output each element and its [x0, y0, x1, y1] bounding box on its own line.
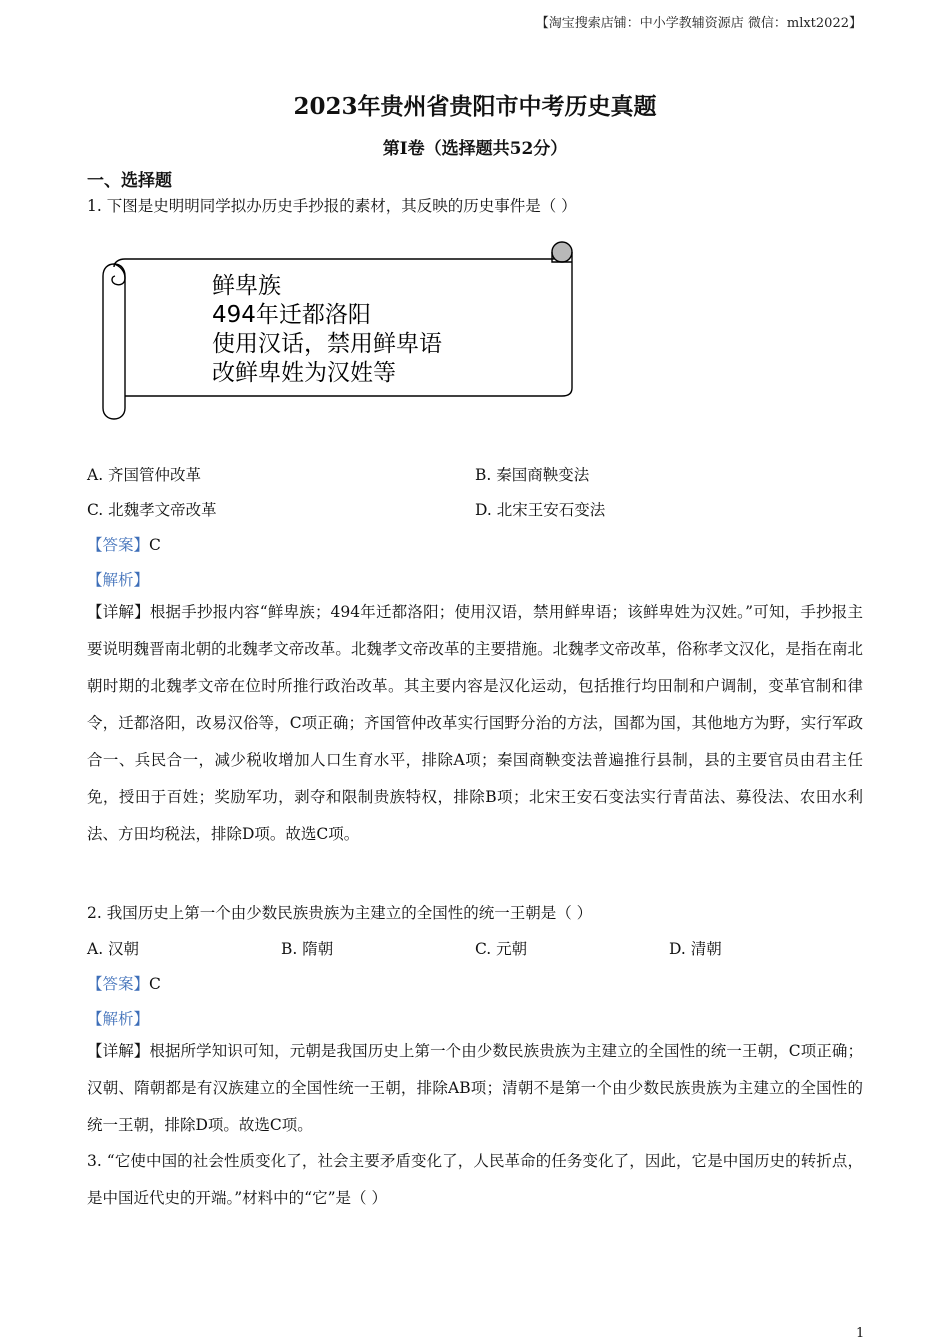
scroll-line: 494年迁都洛阳: [212, 302, 371, 328]
detail-tag: 【详解】: [87, 1042, 150, 1060]
detail-text: 根据所学知识可知，元朝是我国历史上第一个由少数民族贵族为主建立的全国性的统一王朝，C项正确；汉朝、隋朝都是有汉族建立的全国性统一王朝，排除AB项；清朝不是第一个由少数民族贵族为主建立的全国性的统一王朝，排除D项。故选C项。: [87, 1042, 863, 1134]
q1-option-a[interactable]: A. 齐国管仲改革: [87, 466, 202, 484]
scroll-line: 使用汉话，禁用鲜卑语: [212, 331, 442, 357]
q1-detail: [87, 594, 863, 853]
q2-analysis-tag: 【解析】: [87, 1010, 150, 1028]
q1-analysis-tag: 【解析】: [87, 571, 150, 589]
page-subtitle: 第Ⅰ卷（选择题共52分）: [382, 139, 568, 159]
answer-value: C: [149, 536, 161, 554]
q1-option-c[interactable]: C. 北魏孝文帝改革: [87, 501, 217, 519]
answer-tag: 【答案】: [87, 975, 150, 993]
answer-value: C: [149, 975, 161, 993]
answer-tag: 【答案】: [87, 536, 150, 554]
scroll-text: [212, 272, 442, 388]
q3-stem: 3. “它使中国的社会性质变化了，社会主要矛盾变化了，人民革命的任务变化了，因此，它是中国历史的转折点，是中国近代史的开端。”材料中的“它”是（ ）: [87, 1152, 863, 1207]
scroll-line: 鲜卑族: [212, 273, 281, 299]
q2-detail: [87, 1033, 863, 1144]
q2-option-d[interactable]: D. 清朝: [669, 940, 722, 958]
q2-answer: [87, 972, 161, 994]
q2-option-a[interactable]: A. 汉朝: [87, 940, 140, 958]
q2-option-b[interactable]: B. 隋朝: [281, 940, 334, 958]
q1-answer: [87, 533, 161, 555]
detail-text: 根据手抄报内容“鲜卑族；494年迁都洛阳；使用汉语，禁用鲜卑语；该鲜卑姓为汉姓。”可知，手抄报主要说明魏晋南北朝的北魏孝文帝改革。北魏孝文帝改革的主要措施。北魏孝文帝改革，俗称孝文汉化，是指在南北朝时期的北魏孝文帝在位时所推行政治改革。其主要内容是汉化运动，包括推行均田制和户调制，变革官制和律令，迁都洛阳，改易汉俗等，C项正确；齐国管仲改革实行国野分治的方法，国都为国，其他地方为野，实行军政合一、兵民合一，减少税收增加人口生育水平，排除A项；秦国商鞅变法普遍推行县制，县的主要官员由君主任免，授田于百姓；奖励军功，剥夺和限制贵族特权，排除B项；北宋王安石变法实行青苗法、募役法、农田水利法、方田均税法，排除D项。故选C项。: [87, 603, 863, 843]
detail-tag: 【详解】: [87, 603, 150, 621]
q1-option-d[interactable]: D. 北宋王安石变法: [475, 501, 606, 519]
q2-option-c[interactable]: C. 元朝: [475, 940, 528, 958]
header-note: 【淘宝搜索店铺：中小学教辅资源店 微信：mlxt2022】: [535, 16, 862, 31]
page-number: 1: [856, 1326, 865, 1341]
q1-stem: 1. 下图是史明明同学拟办历史手抄报的素材，其反映的历史事件是（ ）: [87, 197, 577, 215]
scroll-line: 改鲜卑姓为汉姓等: [212, 360, 396, 386]
q2-stem: 2. 我国历史上第一个由少数民族贵族为主建立的全国性的统一王朝是（ ）: [87, 904, 593, 922]
page-title: 2023年贵州省贵阳市中考历史真题: [293, 93, 657, 120]
q1-option-b[interactable]: B. 秦国商鞅变法: [475, 466, 590, 484]
section-heading: 一、选择题: [87, 171, 172, 191]
